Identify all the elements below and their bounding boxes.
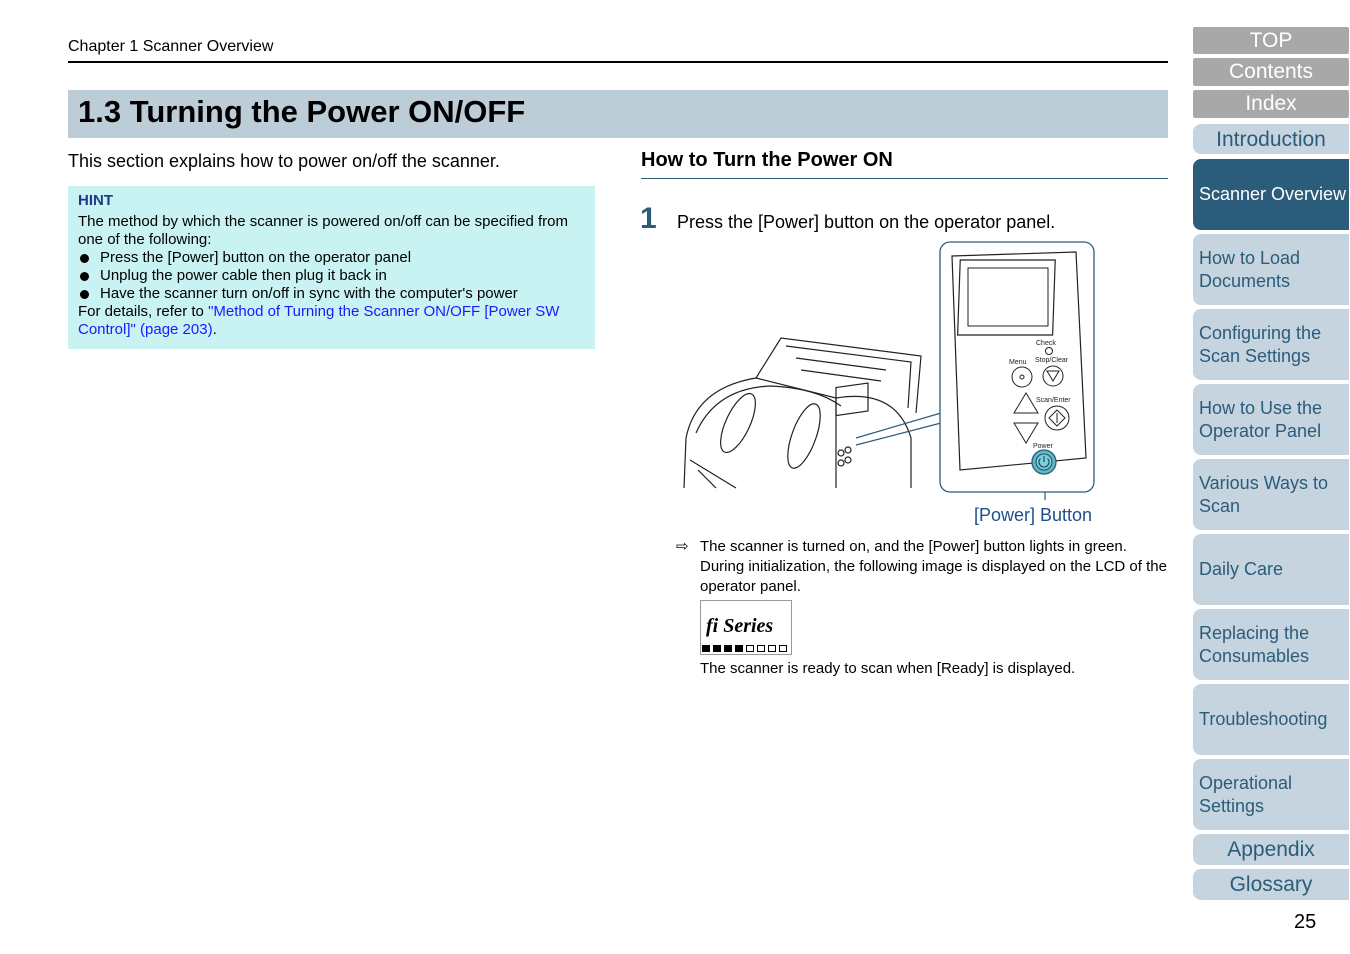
nav-tab-introduction[interactable]: Introduction [1193, 124, 1349, 154]
power-label: Power [1033, 443, 1053, 450]
nav-tab-how-to-load-documents[interactable]: How to Load Documents [1193, 234, 1349, 305]
hint-list [78, 249, 585, 303]
hint-item: Unplug the power cable then plug it back in [78, 267, 585, 285]
nav-tab-replacing-consumables[interactable]: Replacing the Consumables [1193, 609, 1349, 680]
page-title: 1.3 Turning the Power ON/OFF [78, 94, 526, 129]
fi-series-logo: fi Series [706, 615, 774, 637]
operator-panel [940, 242, 1094, 492]
nav-tab-configuring-scan-settings[interactable]: Configuring the Scan Settings [1193, 309, 1349, 380]
stop-clear-button [1043, 366, 1063, 386]
scanner-illustration [684, 338, 921, 488]
nav-tab-glossary[interactable]: Glossary [1193, 869, 1349, 900]
hint-box [68, 186, 595, 349]
lcd-init-image [700, 600, 792, 655]
result-text: The scanner is turned on, and the [Power] button lights in green. During initialization, the following image is displayed on the LCD of the operator panel. [700, 538, 1167, 595]
nav-tab-operational-settings[interactable]: Operational Settings [1193, 759, 1349, 830]
hint-text: The method by which the scanner is powered on/off can be specified from one of the following: [78, 213, 568, 248]
page-number: 25 [1294, 911, 1317, 933]
nav-index-button[interactable]: Index [1193, 90, 1349, 118]
power-sw-control-link[interactable]: "Method of Turning the Scanner ON/OFF [Power SW Control]" (page 203) [78, 303, 560, 338]
result-block [676, 537, 1168, 597]
check-label: Check [1036, 340, 1056, 347]
nav-contents-button[interactable]: Contents [1193, 58, 1349, 86]
stop-clear-label: Stop/Clear [1035, 357, 1069, 364]
hint-details-prefix: For details, refer to [78, 303, 209, 320]
scanner-figure [676, 238, 1106, 500]
section-title: How to Turn the Power ON [641, 149, 893, 171]
power-button-caption: [Power] Button [974, 505, 1093, 525]
menu-label: Menu [1009, 359, 1027, 366]
hint-label: HINT [78, 192, 113, 209]
hint-item: Press the [Power] button on the operator panel [78, 249, 585, 267]
nav-tab-troubleshooting[interactable]: Troubleshooting [1193, 684, 1349, 755]
intro-text: This section explains how to power on/off the scanner. [68, 151, 500, 171]
hint-details-suffix: . [212, 321, 217, 338]
nav-tab-daily-care[interactable]: Daily Care [1193, 534, 1349, 605]
nav-tab-various-ways-to-scan[interactable]: Various Ways to Scan [1193, 459, 1349, 530]
step-text: Press the [Power] button on the operator panel. [677, 212, 1056, 232]
header-rule [68, 61, 1168, 63]
section-rule [641, 178, 1168, 179]
title-bar [68, 90, 1168, 138]
nav-tab-appendix[interactable]: Appendix [1193, 834, 1349, 865]
nav-tab-scanner-overview[interactable]: Scanner Overview [1193, 159, 1349, 230]
chapter-header: Chapter 1 Scanner Overview [68, 38, 274, 55]
ready-text: The scanner is ready to scan when [Ready] is displayed. [700, 660, 1076, 677]
hint-item: Have the scanner turn on/off in sync with the computer's power [78, 285, 585, 303]
menu-button [1012, 367, 1032, 387]
step-number: 1 [640, 202, 657, 235]
scan-enter-label: Scan/Enter [1036, 397, 1071, 404]
nav-top-button[interactable]: TOP [1193, 27, 1349, 54]
result-arrow-icon: ⇨ [676, 538, 689, 555]
nav-tab-how-to-use-operator-panel[interactable]: How to Use the Operator Panel [1193, 384, 1349, 455]
hint-details [78, 303, 585, 339]
